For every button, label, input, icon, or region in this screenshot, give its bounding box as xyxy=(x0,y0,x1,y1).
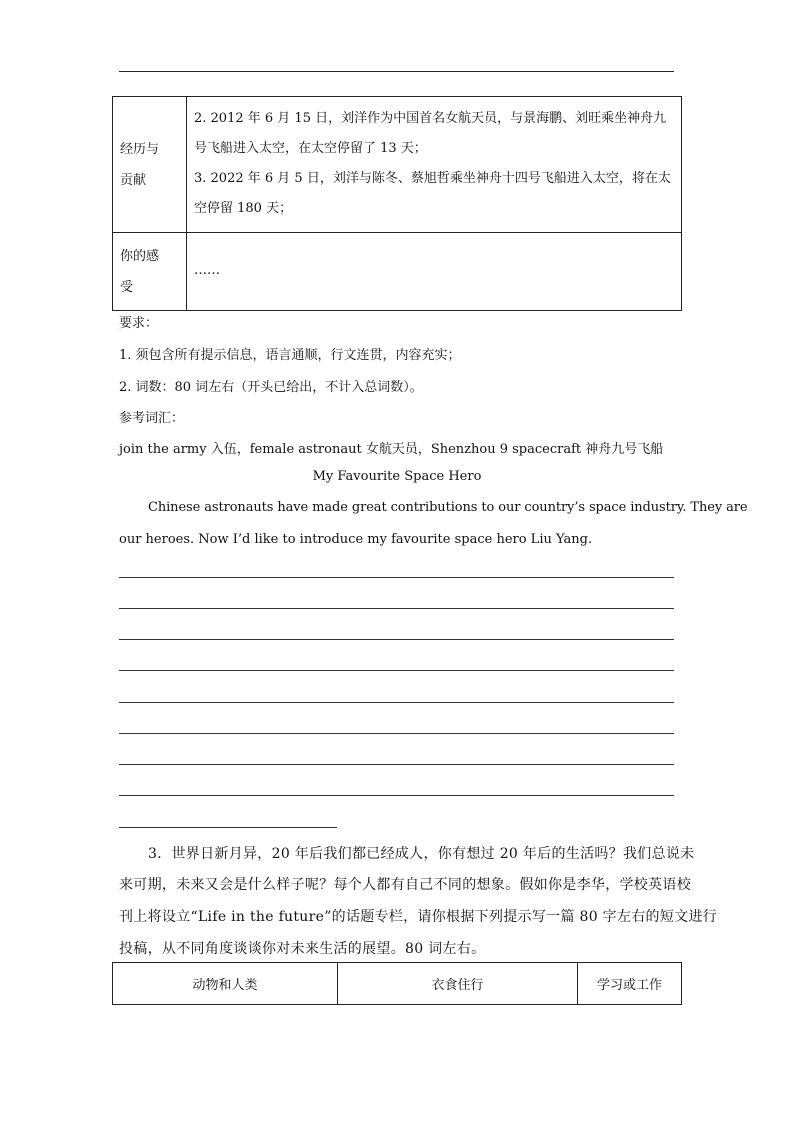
row-label-experience: 经历与 贡献 xyxy=(113,97,187,233)
requirement-item-1: 1. 须包含所有提示信息，语言通顺，行文连贯，内容充实； xyxy=(119,348,461,363)
question-3-line-2: 来可期，未来又会是什么样子呢？每个人都有自己不同的想象。假如你是李华，学校英语校 xyxy=(119,877,691,893)
requirements-label: 要求： xyxy=(119,316,159,331)
topics-row xyxy=(113,963,682,1005)
experience-line: 3. 2022 年 6 月 5 日，刘洋与陈冬、蔡旭哲乘坐神舟十四号飞船进入太空，将在太 xyxy=(194,171,671,186)
topic-daily-life: 衣食住行 xyxy=(338,963,578,1005)
writing-line[interactable] xyxy=(119,702,674,703)
header-rule xyxy=(119,71,674,72)
info-row-feeling xyxy=(113,233,682,311)
writing-line[interactable] xyxy=(119,577,674,578)
row-content-feeling: …… xyxy=(187,233,682,311)
section-divider xyxy=(119,827,337,828)
writing-line[interactable] xyxy=(119,608,674,609)
experience-line: 空停留 180 天； xyxy=(194,201,293,216)
writing-line[interactable] xyxy=(119,639,674,640)
topic-study-work: 学习或工作 xyxy=(578,963,682,1005)
info-table xyxy=(112,96,682,311)
row-content-experience xyxy=(187,97,682,233)
writing-line[interactable] xyxy=(119,670,674,671)
essay-opening-line-1: Chinese astronauts have made great contributions to our country’s space industry. They are xyxy=(148,500,748,515)
vocabulary-label: 参考词汇： xyxy=(119,411,185,426)
info-row-experience xyxy=(113,97,682,233)
essay-title: My Favourite Space Hero xyxy=(312,469,482,484)
writing-line[interactable] xyxy=(119,764,674,765)
question-3-line-1: 3．世界日新月异，20 年后我们都已经成人，你有想过 20 年后的生活吗？我们总说未 xyxy=(148,846,695,862)
experience-line: 号飞船进入太空，在太空停留了 13 天； xyxy=(194,141,427,156)
question-3-line-4: 投稿，从不同角度谈谈你对未来生活的展望。80 词左右。 xyxy=(119,941,486,957)
topics-table xyxy=(112,962,682,1005)
topic-animals-humans: 动物和人类 xyxy=(113,963,338,1005)
question-3-line-3: 刊上将设立“Life in the future”的话题专栏，请你根据下列提示写一篇 80 字左右的短文进行 xyxy=(119,909,718,925)
essay-opening-line-2: our heroes. Now I’d like to introduce my favourite space hero Liu Yang. xyxy=(119,532,593,547)
row-label-feeling: 你的感 受 xyxy=(113,233,187,311)
requirement-item-2: 2. 词数：80 词左右（开头已给出，不计入总词数）。 xyxy=(119,380,423,395)
writing-line[interactable] xyxy=(119,733,674,734)
writing-line[interactable] xyxy=(119,795,674,796)
experience-line: 2. 2012 年 6 月 15 日，刘洋作为中国首名女航天员，与景海鹏、刘旺乘坐神舟九 xyxy=(194,111,667,126)
vocabulary-text: join the army 入伍，female astronaut 女航天员，Shenzhou 9 spacecraft 神舟九号飞船 xyxy=(119,442,664,457)
